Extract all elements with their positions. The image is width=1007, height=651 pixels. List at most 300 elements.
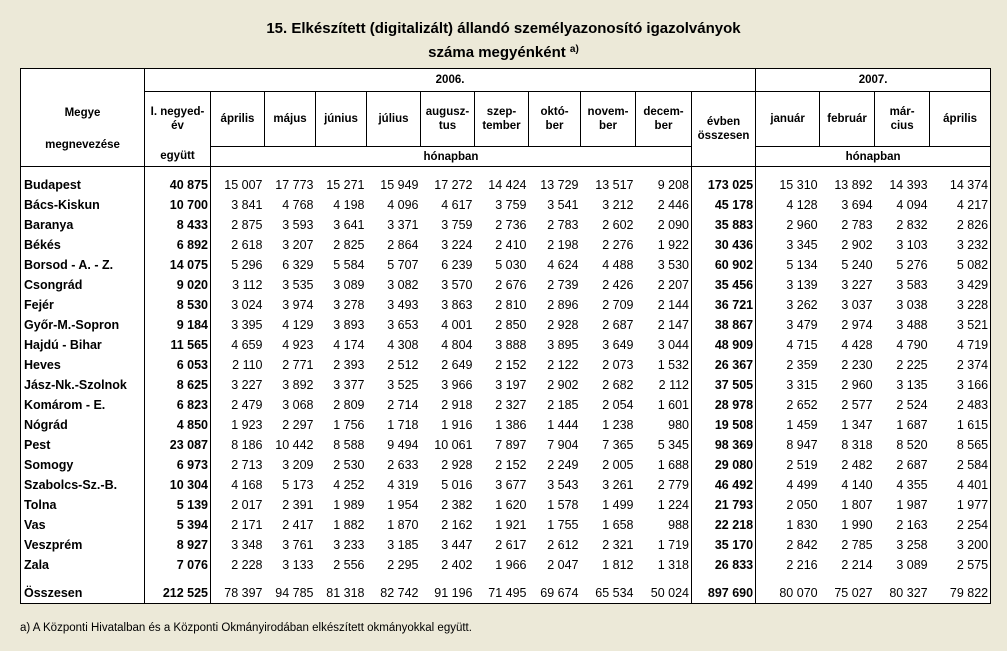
month-header-2006: szep- tember: [475, 92, 529, 147]
value-cell: 9 208: [657, 178, 689, 192]
value-cell: 3 493: [387, 298, 419, 312]
value-cell: 3 212: [602, 198, 634, 212]
value-cell: 2 446: [657, 198, 689, 212]
value-cell: 10 304: [145, 475, 211, 495]
value-cell: 5 276: [896, 258, 928, 272]
table-row: [21, 315, 991, 335]
county-name: Somogy: [21, 455, 145, 475]
value-cell: 3 258: [896, 538, 928, 552]
county-name: Összesen: [21, 583, 145, 604]
value-cell: 4 168: [231, 478, 263, 492]
value-cell: 19 508: [692, 415, 756, 435]
annual-total-header: évben összesen: [692, 92, 756, 167]
value-cell: 2 736: [495, 218, 527, 232]
value-cell: 1 870: [387, 518, 419, 532]
value-cell: 2 918: [441, 398, 473, 412]
value-cell: 3 139: [786, 278, 818, 292]
county-name: Veszprém: [21, 535, 145, 555]
value-cell: 2 584: [930, 455, 991, 475]
value-cell: 897 690: [692, 583, 756, 604]
value-cell: 4 923: [282, 338, 314, 352]
value-cell: 5 707: [387, 258, 419, 272]
value-cell: 45 178: [692, 195, 756, 215]
value-cell: 2 832: [896, 218, 928, 232]
value-cell: 2 783: [841, 218, 873, 232]
value-cell: 7 904: [547, 438, 579, 452]
value-cell: 980: [668, 418, 689, 432]
value-cell: 3 649: [602, 338, 634, 352]
table-row: [21, 555, 991, 575]
value-cell: 2 771: [282, 358, 314, 372]
value-cell: 4 198: [333, 198, 365, 212]
value-cell: 3 841: [231, 198, 263, 212]
table-row: [21, 435, 991, 455]
value-cell: 1 687: [896, 418, 928, 432]
table-title-text: száma megyénként: [428, 44, 566, 61]
value-cell: 46 492: [692, 475, 756, 495]
month-header-2006: április: [211, 92, 265, 147]
value-cell: 7 365: [602, 438, 634, 452]
value-cell: 2 709: [602, 298, 634, 312]
value-cell: 1 238: [602, 418, 634, 432]
value-cell: 2 207: [657, 278, 689, 292]
value-cell: 2 850: [495, 318, 527, 332]
egyutt-header: együtt: [145, 147, 211, 167]
value-cell: 2 295: [387, 558, 419, 572]
value-cell: 2 826: [930, 215, 991, 235]
value-cell: 4 355: [896, 478, 928, 492]
value-cell: 28 978: [692, 395, 756, 415]
value-cell: 1 318: [657, 558, 689, 572]
county-name: Komárom - E.: [21, 395, 145, 415]
value-cell: 2 960: [841, 378, 873, 392]
value-cell: 4 719: [930, 335, 991, 355]
value-cell: 35 883: [692, 215, 756, 235]
value-cell: 2 479: [231, 398, 263, 412]
value-cell: 2 530: [333, 458, 365, 472]
value-cell: 5 296: [231, 258, 263, 272]
value-cell: 2 005: [602, 458, 634, 472]
value-cell: 1 347: [841, 418, 873, 432]
value-cell: 1 718: [387, 418, 419, 432]
value-cell: 173 025: [692, 175, 756, 195]
county-header-label: Megye: [64, 106, 101, 119]
value-cell: 35 456: [692, 275, 756, 295]
value-cell: 3 089: [896, 558, 928, 572]
value-cell: 3 185: [387, 538, 419, 552]
value-cell: 3 262: [786, 298, 818, 312]
table-row: [21, 355, 991, 375]
value-cell: 2 110: [232, 358, 263, 372]
footnote: a) A Központi Hivatalban és a Központi Okmányirodában elkészített okmányokkal együtt.: [20, 622, 472, 634]
value-cell: 2 842: [786, 538, 818, 552]
value-cell: 5 584: [333, 258, 365, 272]
county-name: Baranya: [21, 215, 145, 235]
value-cell: 1 615: [930, 415, 991, 435]
table-title-line2: [0, 44, 1007, 61]
value-cell: 2 960: [786, 218, 818, 232]
value-cell: 3 082: [387, 278, 419, 292]
value-cell: 3 233: [333, 538, 365, 552]
value-cell: 2 359: [786, 358, 818, 372]
value-cell: 29 080: [692, 455, 756, 475]
value-cell: 3 044: [657, 338, 689, 352]
value-cell: 9 020: [145, 275, 211, 295]
value-cell: 3 447: [441, 538, 473, 552]
value-cell: 2 687: [602, 318, 634, 332]
value-cell: 2 482: [841, 458, 873, 472]
value-cell: 14 424: [488, 178, 527, 192]
value-cell: 4 140: [841, 478, 873, 492]
value-cell: 2 228: [231, 558, 263, 572]
value-cell: 2 230: [841, 358, 873, 372]
value-cell: 2 602: [602, 218, 634, 232]
value-cell: 2 779: [657, 478, 689, 492]
value-cell: 26 833: [692, 555, 756, 575]
value-cell: 6 329: [282, 258, 314, 272]
value-cell: 38 867: [692, 315, 756, 335]
table-title-line1: 15. Elkészített (digitalizált) állandó személyazonosító igazolványok: [266, 20, 741, 37]
value-cell: 3 348: [231, 538, 263, 552]
value-cell: 3 345: [786, 238, 818, 252]
value-cell: 3 974: [282, 298, 314, 312]
value-cell: 3 166: [930, 375, 991, 395]
value-cell: 2 054: [602, 398, 634, 412]
value-cell: 2 810: [495, 298, 527, 312]
value-cell: 4 804: [441, 338, 473, 352]
value-cell: 5 139: [145, 495, 211, 515]
value-cell: 4 488: [602, 258, 634, 272]
value-cell: 2 214: [841, 558, 873, 572]
value-cell: 3 227: [231, 378, 263, 392]
value-cell: 2 825: [333, 238, 365, 252]
year-2006-header: 2006.: [145, 69, 756, 92]
value-cell: 1 812: [602, 558, 634, 572]
q1-header: I. negyed- év: [145, 92, 211, 147]
id-card-table: [20, 68, 991, 604]
monthly-2006-header: hónapban: [211, 147, 692, 167]
value-cell: 3 583: [896, 278, 928, 292]
county-name: Békés: [21, 235, 145, 255]
value-cell: 3 521: [930, 315, 991, 335]
value-cell: 6 823: [145, 395, 211, 415]
county-name: Zala: [21, 555, 145, 575]
value-cell: 3 112: [232, 278, 263, 292]
value-cell: 3 677: [495, 478, 527, 492]
table-row: [21, 475, 991, 495]
value-cell: 8 318: [841, 438, 873, 452]
value-cell: 4 617: [441, 198, 473, 212]
value-cell: 21 793: [692, 495, 756, 515]
value-cell: 10 061: [434, 438, 473, 452]
value-cell: 1 444: [547, 418, 579, 432]
county-name: Budapest: [21, 175, 145, 195]
value-cell: 91 196: [421, 583, 475, 604]
title-footnote-marker: a): [569, 44, 579, 55]
value-cell: 2 974: [841, 318, 873, 332]
value-cell: 1 830: [786, 518, 818, 532]
value-cell: 10 700: [145, 195, 211, 215]
value-cell: 9 494: [387, 438, 419, 452]
value-cell: 8 530: [145, 295, 211, 315]
value-cell: 2 327: [495, 398, 527, 412]
value-cell: 5 345: [657, 438, 689, 452]
table-row: [21, 255, 991, 275]
value-cell: 23 087: [145, 435, 211, 455]
value-cell: 4 174: [333, 338, 365, 352]
value-cell: 40 875: [145, 175, 211, 195]
value-cell: 2 047: [547, 558, 579, 572]
table-row: [21, 275, 991, 295]
value-cell: 2 073: [602, 358, 634, 372]
value-cell: 4 659: [231, 338, 263, 352]
value-cell: 2 152: [495, 358, 527, 372]
value-cell: 2 875: [231, 218, 263, 232]
value-cell: 2 556: [333, 558, 365, 572]
value-cell: 2 633: [387, 458, 419, 472]
value-cell: 3 895: [547, 338, 579, 352]
value-cell: 2 687: [896, 458, 928, 472]
value-cell: 2 928: [547, 318, 579, 332]
value-cell: 2 783: [547, 218, 579, 232]
table-row: [21, 175, 991, 195]
value-cell: 3 395: [231, 318, 263, 332]
value-cell: 48 909: [692, 335, 756, 355]
value-cell: 8 433: [145, 215, 211, 235]
value-cell: 2 249: [547, 458, 579, 472]
county-header: [21, 69, 145, 167]
county-name: Borsod - A. - Z.: [21, 255, 145, 275]
value-cell: 71 495: [475, 583, 529, 604]
value-cell: 2 321: [602, 538, 634, 552]
value-cell: 26 367: [692, 355, 756, 375]
value-cell: 3 024: [231, 298, 263, 312]
value-cell: 2 391: [282, 498, 314, 512]
table-row: [21, 415, 991, 435]
value-cell: 4 001: [441, 318, 473, 332]
value-cell: 2 152: [495, 458, 527, 472]
value-cell: 2 649: [441, 358, 473, 372]
county-name: Fejér: [21, 295, 145, 315]
value-cell: 2 171: [231, 518, 263, 532]
value-cell: 4 308: [387, 338, 419, 352]
value-cell: 3 429: [930, 275, 991, 295]
value-cell: 1 532: [657, 358, 689, 372]
value-cell: 3 525: [387, 378, 419, 392]
value-cell: 5 134: [786, 258, 818, 272]
month-header-2006: május: [265, 92, 316, 147]
value-cell: 2 618: [231, 238, 263, 252]
value-cell: 2 410: [495, 238, 527, 252]
value-cell: 3 761: [282, 538, 314, 552]
value-cell: 3 488: [896, 318, 928, 332]
value-cell: 4 217: [930, 195, 991, 215]
value-cell: 3 261: [602, 478, 634, 492]
value-cell: 1 756: [333, 418, 365, 432]
value-cell: 2 676: [495, 278, 527, 292]
value-cell: 2 902: [547, 378, 579, 392]
value-cell: 2 162: [441, 518, 473, 532]
value-cell: 2 785: [841, 538, 873, 552]
value-cell: 3 759: [495, 198, 527, 212]
table-row: [21, 395, 991, 415]
table-row: [21, 215, 991, 235]
value-cell: 2 739: [547, 278, 579, 292]
county-name: Szabolcs-Sz.-B.: [21, 475, 145, 495]
value-cell: 14 075: [145, 255, 211, 275]
value-cell: 3 479: [786, 318, 818, 332]
value-cell: 3 694: [841, 198, 873, 212]
value-cell: 5 240: [841, 258, 873, 272]
value-cell: 14 374: [930, 175, 991, 195]
county-name: Hajdú - Bihar: [21, 335, 145, 355]
value-cell: 30 436: [692, 235, 756, 255]
value-cell: 94 785: [265, 583, 316, 604]
value-cell: 5 082: [930, 255, 991, 275]
value-cell: 212 525: [145, 583, 211, 604]
month-header-2006: decem- ber: [636, 92, 692, 147]
value-cell: 2 393: [333, 358, 365, 372]
value-cell: 1 954: [387, 498, 419, 512]
value-cell: 4 096: [387, 198, 419, 212]
value-cell: 7 897: [495, 438, 527, 452]
value-cell: 2 483: [930, 395, 991, 415]
value-cell: 1 966: [495, 558, 527, 572]
value-cell: 4 499: [786, 478, 818, 492]
value-cell: 3 541: [547, 198, 579, 212]
value-cell: 4 094: [896, 198, 928, 212]
value-cell: 2 652: [786, 398, 818, 412]
value-cell: 2 512: [387, 358, 419, 372]
value-cell: 1 882: [333, 518, 365, 532]
value-cell: 75 027: [820, 583, 875, 604]
value-cell: 3 535: [282, 278, 314, 292]
value-cell: 2 928: [441, 458, 473, 472]
value-cell: 2 682: [602, 378, 634, 392]
value-cell: 3 207: [282, 238, 314, 252]
value-cell: 37 505: [692, 375, 756, 395]
value-cell: 1 658: [602, 518, 634, 532]
county-name: Tolna: [21, 495, 145, 515]
value-cell: 2 575: [930, 555, 991, 575]
value-cell: 2 714: [387, 398, 419, 412]
value-cell: 5 394: [145, 515, 211, 535]
value-cell: 2 612: [547, 538, 579, 552]
value-cell: 1 224: [657, 498, 689, 512]
value-cell: 1 977: [930, 495, 991, 515]
value-cell: 2 297: [282, 418, 314, 432]
value-cell: 2 896: [547, 298, 579, 312]
table-row: [21, 195, 991, 215]
value-cell: 3 209: [282, 458, 314, 472]
value-cell: 4 624: [547, 258, 579, 272]
value-cell: 4 252: [333, 478, 365, 492]
value-cell: 79 822: [930, 583, 991, 604]
value-cell: 4 128: [786, 198, 818, 212]
value-cell: 1 578: [547, 498, 579, 512]
value-cell: 3 135: [896, 378, 928, 392]
table-row: [21, 455, 991, 475]
month-header-2006: novem- ber: [581, 92, 636, 147]
value-cell: 2 216: [786, 558, 818, 572]
value-cell: 3 888: [495, 338, 527, 352]
county-name: Heves: [21, 355, 145, 375]
value-cell: 2 198: [547, 238, 579, 252]
value-cell: 2 374: [930, 355, 991, 375]
value-cell: 2 902: [841, 238, 873, 252]
value-cell: 1 601: [657, 398, 689, 412]
value-cell: 3 315: [786, 378, 818, 392]
value-cell: 1 386: [495, 418, 527, 432]
value-cell: 6 892: [145, 235, 211, 255]
month-header-2006: június: [316, 92, 367, 147]
value-cell: 2 577: [841, 398, 873, 412]
value-cell: 8 927: [145, 535, 211, 555]
value-cell: 3 200: [930, 535, 991, 555]
value-cell: 4 428: [841, 338, 873, 352]
month-header-2006: július: [367, 92, 421, 147]
value-cell: 3 893: [333, 318, 365, 332]
value-cell: 1 688: [657, 458, 689, 472]
value-cell: 3 377: [333, 378, 365, 392]
value-cell: 1 923: [231, 418, 263, 432]
value-cell: 5 173: [282, 478, 314, 492]
table-row: [21, 375, 991, 395]
value-cell: 8 625: [145, 375, 211, 395]
value-cell: 3 278: [333, 298, 365, 312]
value-cell: 8 947: [786, 438, 818, 452]
value-cell: 15 949: [380, 178, 419, 192]
value-cell: 3 759: [441, 218, 473, 232]
value-cell: 13 517: [595, 178, 634, 192]
value-cell: 98 369: [692, 435, 756, 455]
value-cell: 2 050: [786, 498, 818, 512]
value-cell: 2 017: [231, 498, 263, 512]
value-cell: 6 973: [145, 455, 211, 475]
county-name: Jász-Nk.-Szolnok: [21, 375, 145, 395]
value-cell: 5 030: [495, 258, 527, 272]
month-header-2007: már- cius: [875, 92, 930, 147]
value-cell: 4 401: [930, 475, 991, 495]
value-cell: 1 620: [495, 498, 527, 512]
value-cell: 2 426: [602, 278, 634, 292]
value-cell: 81 318: [316, 583, 367, 604]
value-cell: 8 520: [896, 438, 928, 452]
value-cell: 2 519: [786, 458, 818, 472]
value-cell: 3 103: [896, 238, 928, 252]
value-cell: 3 068: [282, 398, 314, 412]
value-cell: 4 850: [145, 415, 211, 435]
value-cell: 3 232: [930, 235, 991, 255]
value-cell: 2 225: [896, 358, 928, 372]
value-cell: 1 719: [657, 538, 689, 552]
county-name: Nógrád: [21, 415, 145, 435]
value-cell: 60 902: [692, 255, 756, 275]
value-cell: 2 144: [657, 298, 689, 312]
value-cell: 2 864: [387, 238, 419, 252]
county-name: Győr-M.-Sopron: [21, 315, 145, 335]
value-cell: 1 922: [657, 238, 689, 252]
value-cell: 15 271: [326, 178, 365, 192]
value-cell: 7 076: [145, 555, 211, 575]
value-cell: 82 742: [367, 583, 421, 604]
county-name: Csongrád: [21, 275, 145, 295]
value-cell: 11 565: [145, 335, 211, 355]
value-cell: 2 417: [282, 518, 314, 532]
value-cell: 36 721: [692, 295, 756, 315]
value-cell: 10 442: [275, 438, 314, 452]
value-cell: 78 397: [211, 583, 265, 604]
